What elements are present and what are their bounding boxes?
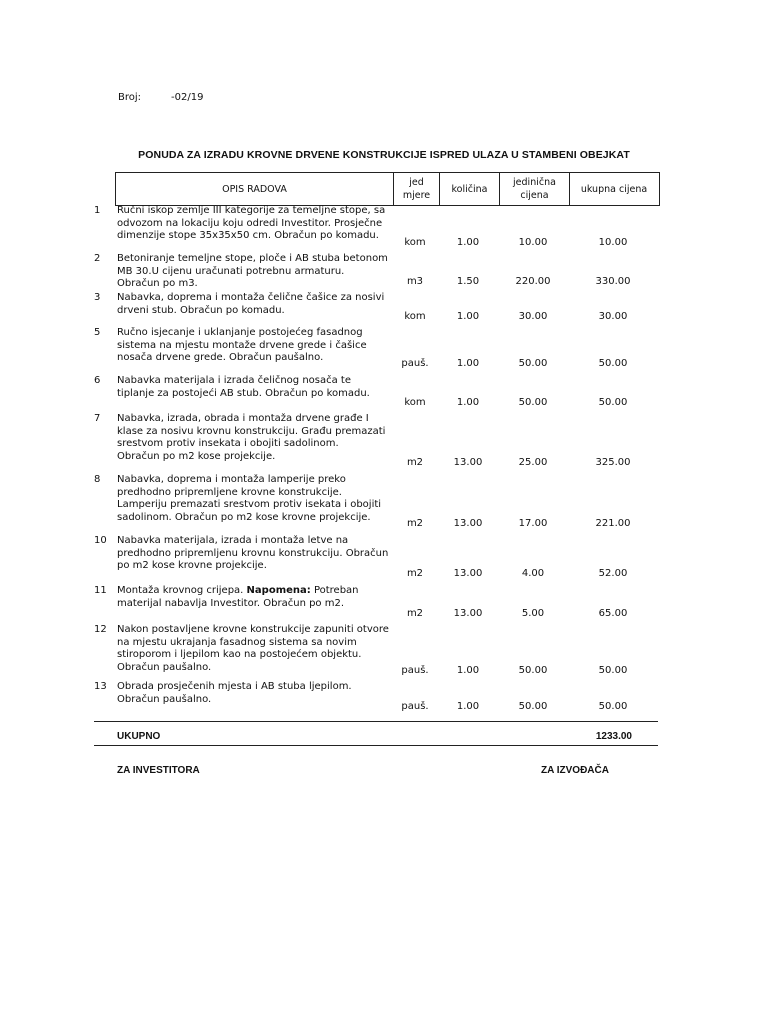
item-total: 50.00 bbox=[598, 665, 628, 676]
item-description: Nabavka, doprema i montaža čelične čašice za nosivi drveni stub. Obračun po komadu. bbox=[117, 292, 385, 316]
item-unit: pauš. bbox=[401, 701, 429, 712]
item-number: 13 bbox=[94, 681, 107, 692]
item-unit: kom bbox=[404, 311, 426, 322]
item-quantity: 1.00 bbox=[456, 701, 480, 712]
summary-divider-bottom bbox=[94, 745, 658, 746]
table-header bbox=[115, 172, 660, 206]
item-unit-price: 50.00 bbox=[518, 701, 548, 712]
item-unit-price: 10.00 bbox=[518, 237, 548, 248]
item-quantity: 1.50 bbox=[456, 276, 480, 287]
item-total: 325.00 bbox=[595, 457, 631, 468]
item-number: 5 bbox=[94, 327, 101, 338]
item-description: Ručni iskop zemlje III kategorije za temeljne stope, sa odvozom na lokaciju koju odredi Investitor. Prosječne dimenzije stope 35x35x50 cm. Obračun po komadu. bbox=[117, 205, 386, 241]
item-description: Ručno isjecanje i uklanjanje postojećeg fasadnog sistema na mjestu montaže drvene grede i čašice nosača drvene grede. Obračun paušalno. bbox=[117, 327, 367, 363]
item-unit: kom bbox=[404, 237, 426, 248]
item-number: 11 bbox=[94, 585, 107, 596]
item-unit: pauš. bbox=[401, 665, 429, 676]
item-quantity: 1.00 bbox=[456, 665, 480, 676]
item-description: Nabavka, doprema i montaža lamperije preko predhodno pripremljene krovne konstrukcije. Lamperiju premazati srestvom protiv isekata i obojiti sadolinom. Obračun po m2 kose krovne projekcije. bbox=[117, 474, 382, 523]
summary-divider-top bbox=[94, 721, 658, 722]
item-description: Nabavka materijala, izrada i montaža letve na predhodno pripremljenu krovnu konstrukciju. Obračun po m2 kose krovne projekcije. bbox=[117, 535, 389, 571]
item-total: 221.00 bbox=[595, 518, 631, 529]
col-jed-mjere: jed mjere bbox=[393, 173, 439, 205]
item-number: 12 bbox=[94, 624, 107, 635]
col-ukupna-cijena: ukupna cijena bbox=[569, 173, 658, 205]
item-unit-price: 17.00 bbox=[518, 518, 548, 529]
item-description: Betoniranje temeljne stope, ploče i AB stuba betonom MB 30.U cijenu uračunati potrebnu armaturu. Obračun po m3. bbox=[117, 253, 392, 289]
broj-label: Broj: bbox=[118, 92, 142, 103]
item-unit-price: 4.00 bbox=[521, 568, 545, 579]
item-unit: m2 bbox=[406, 457, 424, 468]
item-total: 50.00 bbox=[598, 701, 628, 712]
item-unit-price: 50.00 bbox=[518, 665, 548, 676]
signature-investor: ZA INVESTITORA bbox=[117, 765, 200, 776]
item-quantity: 13.00 bbox=[453, 457, 483, 468]
broj-value: -02/19 bbox=[171, 92, 204, 103]
item-unit: pauš. bbox=[401, 358, 429, 369]
item-number: 7 bbox=[94, 413, 101, 424]
item-total: 10.00 bbox=[598, 237, 628, 248]
item-number: 2 bbox=[94, 253, 101, 264]
item-number: 1 bbox=[94, 205, 101, 216]
item-number: 10 bbox=[94, 535, 107, 546]
item-description: Nakon postavljene krovne konstrukcije zapuniti otvore na mjestu ukrajanja fasadnog sistema sa novim stiroporom i ljepilom kao na postojećem objektu. Obračun paušalno. bbox=[117, 624, 389, 673]
item-quantity: 1.00 bbox=[456, 397, 480, 408]
signature-contractor: ZA IZVOĐAČA bbox=[541, 765, 609, 776]
item-number: 6 bbox=[94, 375, 101, 386]
item-quantity: 13.00 bbox=[453, 568, 483, 579]
item-unit-price: 30.00 bbox=[518, 311, 548, 322]
item-unit-price: 25.00 bbox=[518, 457, 548, 468]
document-number bbox=[118, 92, 204, 103]
col-jedinicna-cijena: jedinična cijena bbox=[499, 173, 569, 205]
item-quantity: 1.00 bbox=[456, 311, 480, 322]
item-total: 65.00 bbox=[598, 608, 628, 619]
item-unit-price: 220.00 bbox=[515, 276, 551, 287]
item-unit-price: 50.00 bbox=[518, 358, 548, 369]
item-unit-price: 50.00 bbox=[518, 397, 548, 408]
item-unit: m2 bbox=[406, 608, 424, 619]
item-unit: m3 bbox=[406, 276, 424, 287]
item-description: Nabavka, izrada, obrada i montaža drvene građe I klase za nosivu krovnu konstrukciju. Građu premazati srestvom protiv insekata i obojiti sadolinom. Obračun po m2 kose projekcije. bbox=[117, 413, 389, 462]
item-number: 8 bbox=[94, 474, 101, 485]
item-description: Montaža krovnog crijepa. Napomena: Potreban materijal nabavlja Investitor. Obračun po m2. bbox=[117, 585, 359, 609]
item-quantity: 1.00 bbox=[456, 237, 480, 248]
item-description: Nabavka materijala i izrada čeličnog nosača te tiplanje za postojeći AB stub. Obračun po komadu. bbox=[117, 375, 370, 399]
item-unit: kom bbox=[404, 397, 426, 408]
item-unit: m2 bbox=[406, 518, 424, 529]
item-unit-price: 5.00 bbox=[521, 608, 545, 619]
col-opis: OPIS RADOVA bbox=[222, 183, 287, 195]
summary-label: UKUPNO bbox=[117, 731, 161, 742]
item-total: 30.00 bbox=[598, 311, 628, 322]
item-total: 52.00 bbox=[598, 568, 628, 579]
item-quantity: 13.00 bbox=[453, 608, 483, 619]
document-title: PONUDA ZA IZRADU KROVNE DRVENE KONSTRUKCIJE ISPRED ULAZA U STAMBENI OBEJKAT bbox=[138, 149, 630, 161]
item-number: 3 bbox=[94, 292, 101, 303]
item-total: 330.00 bbox=[595, 276, 631, 287]
item-quantity: 13.00 bbox=[453, 518, 483, 529]
col-kolicina: količina bbox=[439, 173, 499, 205]
summary-total: 1233.00 bbox=[595, 731, 632, 742]
item-total: 50.00 bbox=[598, 358, 628, 369]
item-description: Obrada prosječenih mjesta i AB stuba ljepilom. Obračun paušalno. bbox=[117, 681, 352, 705]
item-total: 50.00 bbox=[598, 397, 628, 408]
item-unit: m2 bbox=[406, 568, 424, 579]
item-quantity: 1.00 bbox=[456, 358, 480, 369]
